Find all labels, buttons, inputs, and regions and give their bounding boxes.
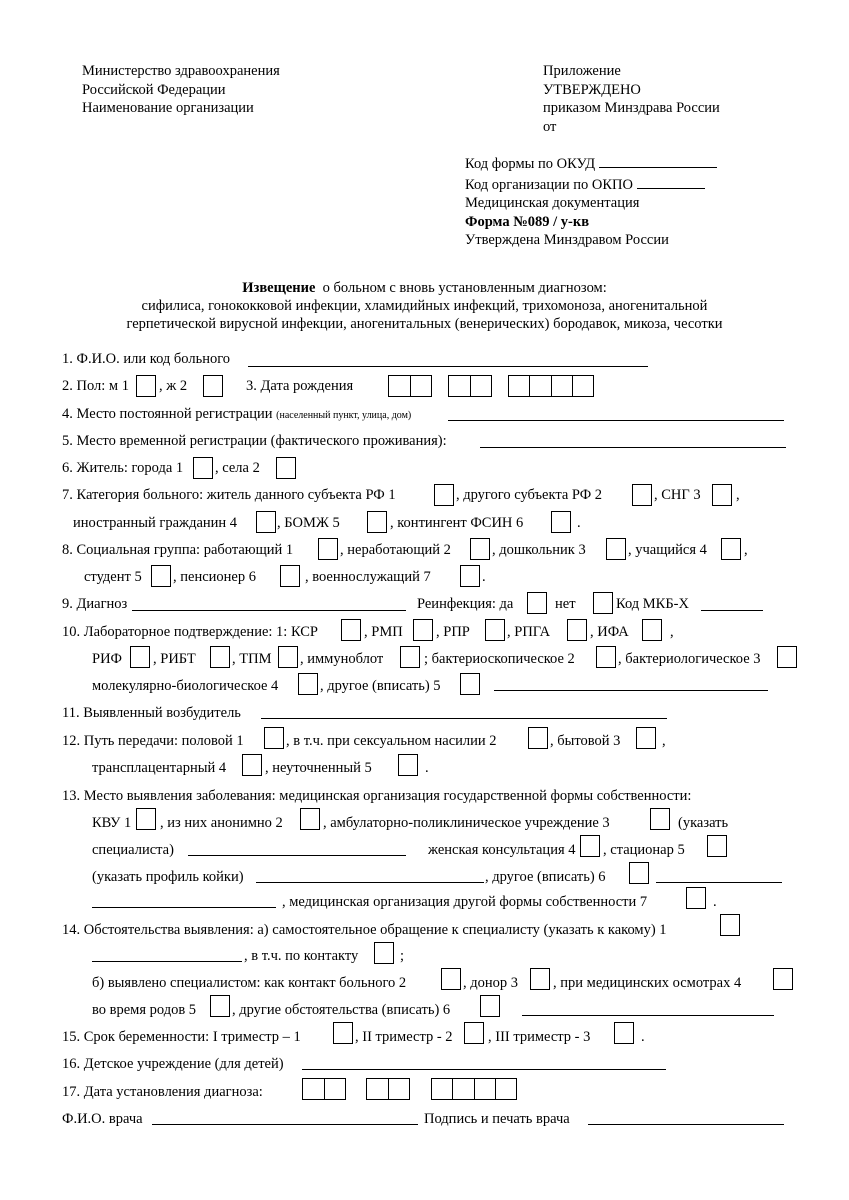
f11-label: 11. Выявленный возбудитель — [62, 705, 241, 721]
notice-subtitle-1: сифилиса, гонококковой инфекции, хламидийных инфекций, трихомоноза, аногенитальной — [141, 298, 708, 314]
place-hospital-checkbox[interactable] — [707, 835, 727, 857]
child-institution-field[interactable] — [302, 1069, 666, 1070]
transmission-violence-checkbox[interactable] — [528, 727, 548, 749]
f4-label: 4. Место постоянной регистрации (населенный пункт, улица, дом) — [62, 406, 412, 422]
f10m-label: , другое (вписать) 5 — [320, 678, 441, 694]
f8f-label: , пенсионер 6 — [173, 569, 256, 585]
temporary-address-field[interactable] — [480, 447, 786, 448]
f9-label: 9. Диагноз — [62, 596, 128, 612]
lab-rpr-checkbox[interactable] — [485, 619, 505, 641]
approval-line: УТВЕРЖДЕНО — [543, 81, 641, 98]
f14-semicolon: ; — [400, 948, 405, 964]
ministry-line: Наименование организации — [82, 100, 254, 116]
signature-field[interactable] — [588, 1124, 784, 1125]
diagnosis-field[interactable] — [132, 610, 406, 611]
lab-ifa-checkbox[interactable] — [642, 619, 662, 641]
lab-rpga-checkbox[interactable] — [567, 619, 587, 641]
transmission-domestic-checkbox[interactable] — [636, 727, 656, 749]
place-other-continue-field[interactable] — [92, 907, 276, 908]
f13f-label: женская консультация 4 — [428, 842, 576, 858]
detect-medical-exam-checkbox[interactable] — [773, 968, 793, 990]
okud-label: Код формы по ОКУД — [465, 156, 596, 172]
category-other-region-checkbox[interactable] — [632, 484, 652, 506]
social-student-checkbox[interactable] — [151, 565, 171, 587]
f14e-label: во время родов 5 — [92, 1002, 197, 1018]
f9d-label: Код МКБ-Х — [616, 596, 689, 612]
detect-other-field[interactable] — [522, 1015, 774, 1016]
f14b-label: б) выявлено специалистом: как контакт больного 2 — [92, 975, 407, 991]
lab-bacteriological-checkbox[interactable] — [777, 646, 797, 668]
f14a-label: , в т.ч. по контакту — [244, 948, 359, 964]
approval-line: Приложение — [543, 63, 621, 79]
f12b-label: , в т.ч. при сексуальном насилии 2 — [286, 733, 497, 749]
f7f-label: , контингент ФСИН 6 — [390, 515, 524, 531]
lab-ksr-checkbox[interactable] — [341, 619, 361, 641]
social-military-checkbox[interactable] — [460, 565, 480, 587]
notice-title-rest: о больном с вновь установленным диагнозом: — [322, 280, 607, 296]
f7-dot: . — [577, 515, 581, 531]
category-fsin-checkbox[interactable] — [551, 511, 571, 533]
category-local-checkbox[interactable] — [434, 484, 454, 506]
f15b-label: , II триместр - 2 — [355, 1029, 453, 1045]
place-other-field[interactable] — [656, 882, 782, 883]
f15-dot: . — [641, 1029, 645, 1045]
ministry-line: Министерство здравоохранения — [82, 63, 280, 79]
place-outpatient-checkbox[interactable] — [650, 808, 670, 830]
okpo-label: Код организации по ОКПО — [465, 176, 633, 193]
reinfection-no-checkbox[interactable] — [593, 592, 613, 614]
f10k-label: , бактериологическое 3 — [618, 651, 761, 667]
f7b-label: , другого субъекта РФ 2 — [456, 487, 603, 503]
social-unemployed-checkbox[interactable] — [470, 538, 490, 560]
f13h-label: (указать профиль койки) — [92, 869, 244, 885]
f12c-label: , бытовой 3 — [550, 733, 621, 749]
f8b-label: , неработающий 2 — [340, 542, 451, 558]
f2-female-label: , ж 2 — [159, 378, 188, 394]
f10i-label: , иммуноблот — [300, 651, 384, 667]
f12a-label: 12. Путь передачи: половой 1 — [62, 733, 244, 749]
f10g-label: , РИБТ — [153, 651, 196, 667]
pregnancy-t3-checkbox[interactable] — [614, 1022, 634, 1044]
detect-childbirth-checkbox[interactable] — [210, 995, 230, 1017]
f15c-label: , III триместр - 3 — [488, 1029, 591, 1045]
form-number: Форма №089 / у-кв — [465, 213, 590, 230]
icd-code-field[interactable] — [701, 610, 763, 611]
f14c-label: , донор 3 — [463, 975, 519, 991]
f9c-label: нет — [555, 596, 576, 612]
f7c-label: , СНГ 3 — [654, 487, 701, 503]
f10b-label: , РМП — [364, 624, 403, 640]
reinfection-yes-checkbox[interactable] — [527, 592, 547, 614]
pregnancy-t2-checkbox[interactable] — [464, 1022, 484, 1044]
f10e-label: , ИФА — [590, 624, 629, 640]
f12d-label: трансплацентарный 4 — [92, 760, 227, 776]
resident-city-checkbox[interactable] — [193, 457, 213, 479]
f10j-label: ; бактериоскопическое 2 — [424, 651, 575, 667]
f7c-comma: , — [736, 487, 740, 503]
lab-rmp-checkbox[interactable] — [413, 619, 433, 641]
f13g-label: , стационар 5 — [603, 842, 685, 858]
pathogen-field[interactable] — [261, 718, 667, 719]
social-student-school-checkbox[interactable] — [721, 538, 741, 560]
f10c-label: , РПР — [436, 624, 470, 640]
patient-name-field[interactable] — [248, 366, 648, 367]
f13d-label: (указать — [678, 815, 729, 831]
f8-comma: , — [744, 542, 748, 558]
transmission-unknown-checkbox[interactable] — [398, 754, 418, 776]
approval-line: приказом Минздрава России — [543, 100, 720, 116]
f8a-label: 8. Социальная группа: работающий 1 — [62, 542, 294, 558]
lab-immunoblot-checkbox[interactable] — [400, 646, 420, 668]
f8c-label: , дошкольник 3 — [492, 542, 586, 558]
f6-label: 6. Житель: города 1 — [62, 460, 184, 476]
lab-other-field[interactable] — [494, 690, 768, 691]
lab-ribt-checkbox[interactable] — [210, 646, 230, 668]
detect-specialist-field[interactable] — [92, 961, 242, 962]
detect-patient-contact-checkbox[interactable] — [441, 968, 461, 990]
f8d-label: , учащийся 4 — [628, 542, 707, 558]
social-working-checkbox[interactable] — [318, 538, 338, 560]
detect-self-checkbox[interactable] — [720, 914, 740, 936]
f10h-label: , ТПМ — [232, 651, 272, 667]
permanent-address-field[interactable] — [448, 420, 784, 421]
diag-year-cells[interactable] — [431, 1078, 517, 1100]
f1-label: 1. Ф.И.О. или код больного — [62, 351, 231, 367]
f13c-label: , амбулаторно-поликлиническое учреждение 3 — [323, 815, 610, 831]
okud-field[interactable] — [599, 153, 717, 168]
f12e-label: , неуточненный 5 — [265, 760, 372, 776]
notice-title-bold: Извещение — [242, 280, 316, 296]
f7d-label: иностранный гражданин 4 — [73, 515, 238, 531]
lab-tpm-checkbox[interactable] — [278, 646, 298, 668]
signature-label: Подпись и печать врача — [424, 1111, 570, 1127]
okpo-field[interactable] — [637, 174, 705, 189]
category-cis-checkbox[interactable] — [712, 484, 732, 506]
f10d-label: , РПГА — [507, 624, 551, 640]
category-foreign-checkbox[interactable] — [256, 511, 276, 533]
specialist-field[interactable] — [188, 855, 406, 856]
f10-comma: , — [670, 624, 674, 640]
bed-profile-field[interactable] — [256, 882, 484, 883]
f15a-label: 15. Срок беременности: I триместр – 1 — [62, 1029, 301, 1045]
pregnancy-t1-checkbox[interactable] — [333, 1022, 353, 1044]
f14f-label: , другие обстоятельства (вписать) 6 — [232, 1002, 451, 1018]
notice-subtitle-2: герпетической вирусной инфекции, аногенитальных (венерических) бородавок, микоза, чесотки — [126, 316, 723, 332]
approval-block — [543, 62, 720, 136]
ministry-block — [82, 62, 280, 118]
ministry-line: Российской Федерации — [82, 81, 226, 98]
place-other-checkbox[interactable] — [629, 862, 649, 884]
detect-donor-checkbox[interactable] — [530, 968, 550, 990]
sex-female-checkbox[interactable] — [203, 375, 223, 397]
f7e-label: , БОМЖ 5 — [277, 515, 340, 531]
f13j-label: , медицинская организация другой формы собственности 7 — [282, 894, 648, 910]
f7a-label: 7. Категория больного: житель данного субъекта РФ 1 — [62, 487, 396, 503]
lab-bacterioscopic-checkbox[interactable] — [596, 646, 616, 668]
dob-month-cells[interactable] — [448, 375, 492, 397]
diag-month-cells[interactable] — [366, 1078, 410, 1100]
resident-village-checkbox[interactable] — [276, 457, 296, 479]
f16-label: 16. Детское учреждение (для детей) — [62, 1056, 284, 1072]
dob-year-cells[interactable] — [508, 375, 594, 397]
dob-label: 3. Дата рождения — [246, 378, 354, 394]
f9b-label: Реинфекция: да — [417, 596, 514, 612]
f4-hint: (населенный пункт, улица, дом) — [276, 410, 412, 421]
codes-block — [465, 153, 717, 250]
lab-rif-checkbox[interactable] — [130, 646, 150, 668]
f13a-label: КВУ 1 — [92, 815, 132, 831]
place-private-checkbox[interactable] — [686, 887, 706, 909]
f13e-label: специалиста) — [92, 842, 174, 858]
social-preschool-checkbox[interactable] — [606, 538, 626, 560]
f13b-label: , из них анонимно 2 — [160, 815, 283, 831]
place-kvu-checkbox[interactable] — [136, 808, 156, 830]
f17-label: 17. Дата установления диагноза: — [62, 1084, 263, 1100]
approved-label: Утверждена Минздравом России — [465, 232, 669, 248]
f8-dot: . — [482, 569, 486, 585]
notice-title — [0, 279, 849, 297]
detect-contact-checkbox[interactable] — [374, 942, 394, 964]
f10l-label: молекулярно-биологическое 4 — [92, 678, 279, 694]
dob-day-cells[interactable] — [388, 375, 432, 397]
social-pensioner-checkbox[interactable] — [280, 565, 300, 587]
f14d-label: , при медицинских осмотрах 4 — [553, 975, 742, 991]
doctor-label: Ф.И.О. врача — [62, 1111, 143, 1127]
category-homeless-checkbox[interactable] — [367, 511, 387, 533]
f10f-label: РИФ — [92, 651, 122, 667]
f6b-label: , села 2 — [215, 460, 260, 476]
lab-molecular-checkbox[interactable] — [298, 673, 318, 695]
f12-dot: . — [425, 760, 429, 776]
f8g-label: , военнослужащий 7 — [305, 569, 431, 585]
detect-other-checkbox[interactable] — [480, 995, 500, 1017]
f5-label: 5. Место временной регистрации (фактического проживания): — [62, 433, 447, 449]
f8e-label: студент 5 — [84, 569, 142, 585]
approval-line: от — [543, 118, 557, 135]
f13-label: 13. Место выявления заболевания: медицинская организация государственной формы собственности: — [62, 788, 692, 804]
diag-day-cells[interactable] — [302, 1078, 346, 1100]
f14-label: 14. Обстоятельства выявления: а) самостоятельное обращение к специалисту (указать к какому) 1 — [62, 922, 667, 938]
f13i-label: , другое (вписать) 6 — [485, 869, 606, 885]
med-doc-label: Медицинская документация — [465, 195, 640, 211]
place-womens-clinic-checkbox[interactable] — [580, 835, 600, 857]
sex-male-checkbox[interactable] — [136, 375, 156, 397]
transmission-sexual-checkbox[interactable] — [264, 727, 284, 749]
doctor-name-field[interactable] — [152, 1124, 418, 1125]
f2-label: 2. Пол: м 1 — [62, 378, 129, 394]
lab-other-checkbox[interactable] — [460, 673, 480, 695]
transmission-transplacental-checkbox[interactable] — [242, 754, 262, 776]
place-anonymous-checkbox[interactable] — [300, 808, 320, 830]
f10a-label: 10. Лабораторное подтверждение: 1: КСР — [62, 624, 318, 640]
f13-dot: . — [713, 894, 717, 910]
f12-comma: , — [662, 733, 666, 749]
